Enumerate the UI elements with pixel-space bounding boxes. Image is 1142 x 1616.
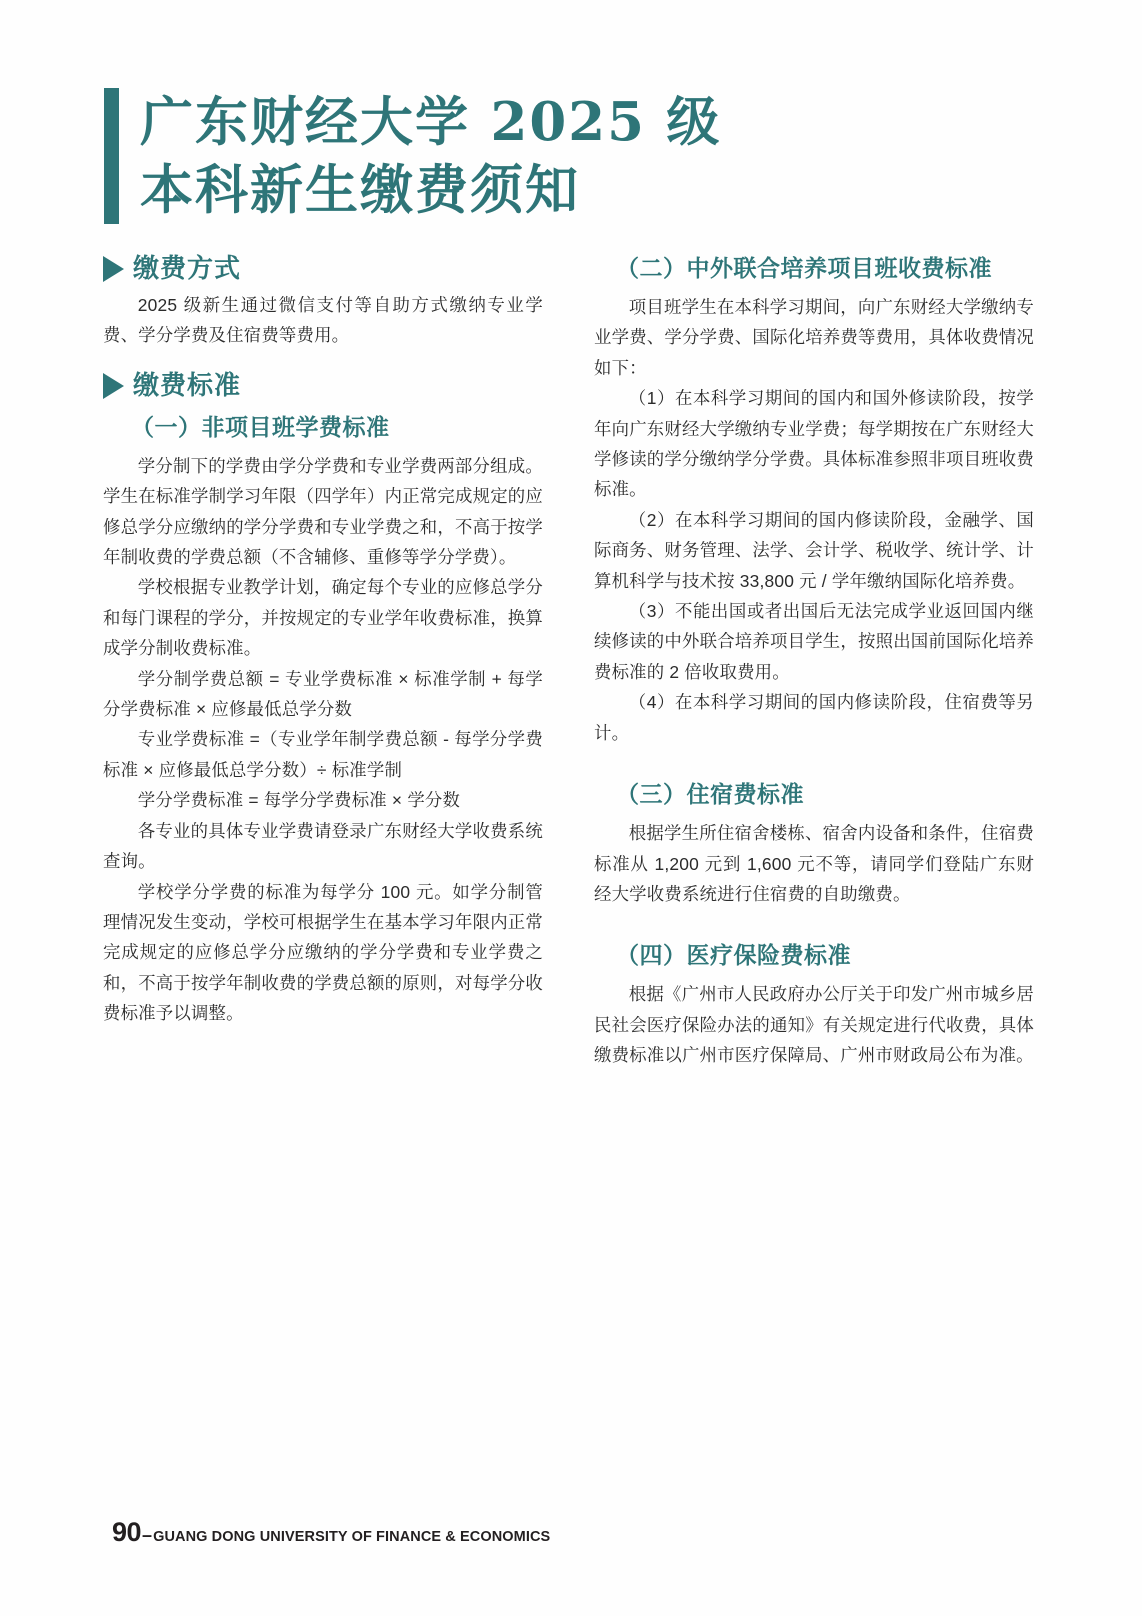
- subsection-heading-one: （一）非项目班学费标准: [131, 413, 390, 441]
- right-column: [594, 252, 1034, 1071]
- list-item: （1）在本科学习期间的国内和国外修读阶段，按学年向广东财经大学缴纳专业学费；每学期按在广东财经大学修读的学分缴纳学分学费。具体标准参照非项目班收费标准。: [594, 388, 1034, 500]
- paragraph-formula: 专业学费标准 =（专业学年制学费总额 - 每学分学费标准 × 应修最低总学分数）÷ 标准学制: [103, 729, 543, 780]
- triangle-right-icon: [103, 256, 124, 282]
- paragraph: 根据学生所住宿舍楼栋、宿舍内设备和条件，住宿费标准从 1,200 元到 1,600 元不等，请同学们登陆广东财经大学收费系统进行住宿费的自助缴费。: [594, 823, 1034, 904]
- footer-institution-name: GUANG DONG UNIVERSITY OF FINANCE & ECONOMICS: [153, 1529, 551, 1545]
- paragraph: 项目班学生在本科学习期间，向广东财经大学缴纳专业学费、学分学费、国际化培养费等费用，具体收费情况如下：: [594, 297, 1034, 378]
- list-item: （2）在本科学习期间的国内修读阶段，金融学、国际商务、财务管理、法学、会计学、税收学、统计学、计算机科学与技术按 33,800 元 / 学年缴纳国际化培养费。: [594, 509, 1034, 591]
- triangle-right-icon: [103, 373, 124, 399]
- list-item: （3）不能出国或者出国后无法完成学业返回国内继续修读的中外联合培养项目学生，按照出国前国际化培养费标准的 2 倍收取费用。: [594, 601, 1034, 682]
- page-footer: [112, 1517, 550, 1548]
- paragraph-formula: 学分学费标准 = 每学分学费标准 × 学分数: [137, 790, 461, 811]
- footer-dash: –: [142, 1525, 153, 1545]
- section-heading-payment-standard: [103, 369, 543, 403]
- paragraph: 2025 级新生通过微信支付等自助方式缴纳专业学费、学分学费及住宿费等费用。: [103, 295, 543, 346]
- page-title: [104, 88, 721, 224]
- section-heading-label: 缴费方式: [133, 254, 242, 284]
- title-text-group: [140, 88, 721, 224]
- paragraph-formula: 学分制学费总额 = 专业学费标准 × 标准学制 + 每学分学费标准 × 应修最低总学分数: [103, 668, 543, 720]
- subsection-heading-three: （三）住宿费标准: [616, 781, 804, 809]
- paragraph: 学分制下的学费由学分学费和专业学费两部分组成。学生在标准学制学习年限（四学年）内正常完成规定的应修总学分应缴纳的学分学费和专业学费之和，不高于按学年制收费的学费总额（不含辅修、重修等学分学费）。: [103, 455, 543, 568]
- list-item: （4）在本科学习期间的国内修读阶段，住宿费等另计。: [594, 692, 1034, 743]
- section-heading-label: 缴费标准: [133, 370, 242, 401]
- subsection-heading-four: （四）医疗保险费标准: [616, 942, 851, 970]
- paragraph: 各专业的具体专业学费请登录广东财经大学收费系统查询。: [103, 820, 543, 872]
- left-column: [103, 252, 543, 1029]
- section-heading-payment-method: [103, 252, 543, 286]
- paragraph: 学校根据专业教学计划，确定每个专业的应修总学分和每门课程的学分，并按规定的专业学年收费标准，换算成学分制收费标准。: [103, 577, 543, 659]
- subsection-heading-two: （二）中外联合培养项目班收费标准: [616, 255, 992, 282]
- paragraph: 学校学分学费的标准为每学分 100 元。如学分制管理情况发生变动，学校可根据学生在基本学习年限内正常完成规定的应修总学分应缴纳的学分学费和专业学费之和，不高于按学年制收费的学费总额的原则，对每学分收费标准予以调整。: [103, 881, 543, 1024]
- title-line-1: 广东财经大学 2025 级: [140, 91, 722, 153]
- paragraph: 根据《广州市人民政府办公厅关于印发广州市城乡居民社会医疗保险办法的通知》有关规定进行代收费，具体缴费标准以广州市医疗保障局、广州市财政局公布为准。: [594, 984, 1034, 1066]
- title-accent-bar: [104, 88, 119, 224]
- title-line-2: 本科新生缴费须知: [140, 159, 580, 221]
- footer-page-number: 90: [112, 1517, 142, 1547]
